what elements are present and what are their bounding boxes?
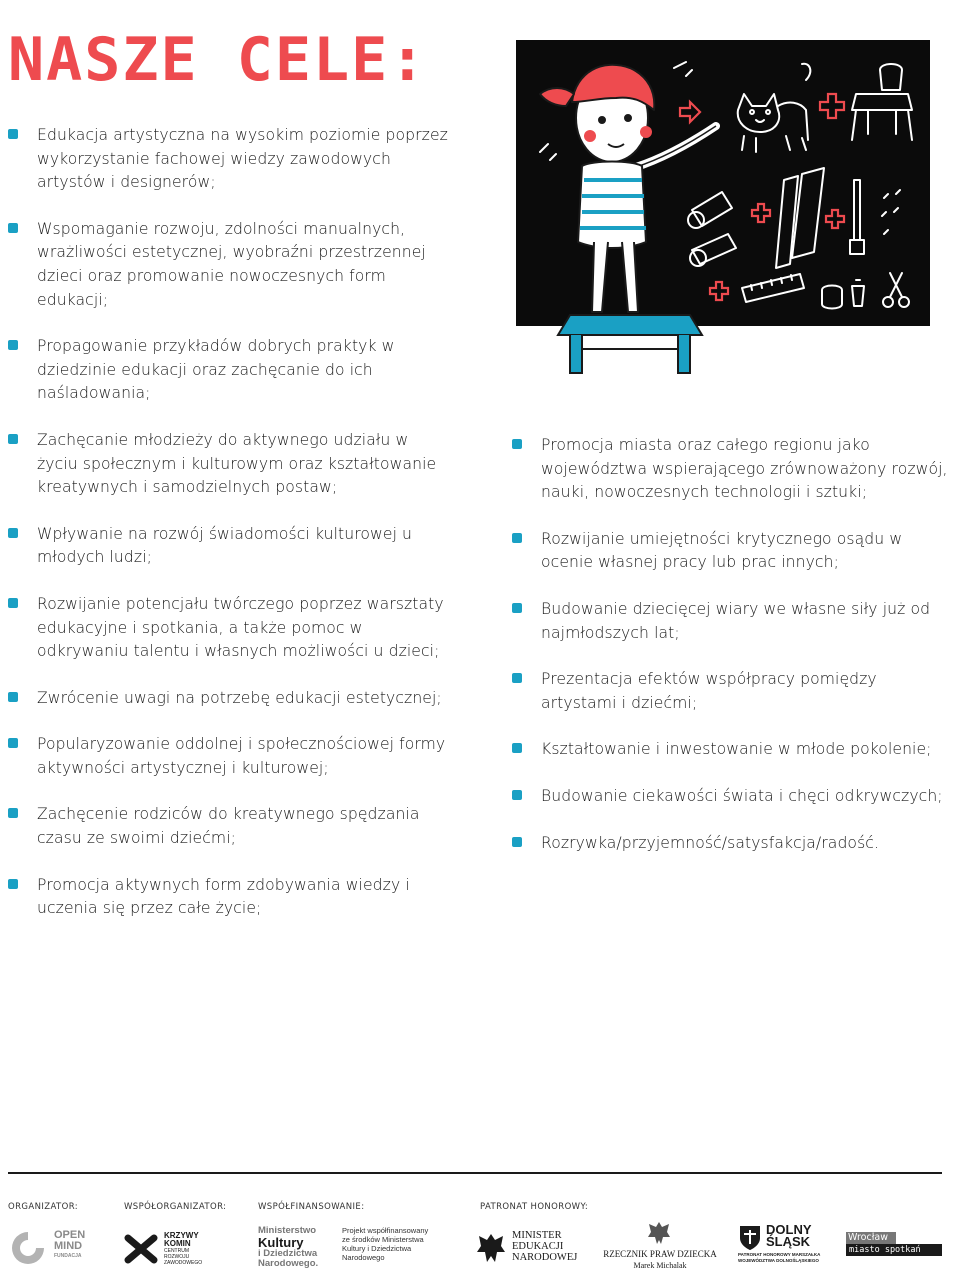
goal-item [8,218,448,312]
logo-text: Kultury [258,1235,304,1250]
wroclaw-bar-top [846,1232,896,1244]
goal-text: Zwrócenie uwagi na potrzebę edukacji estetycznej; [37,688,442,707]
goal-item [512,668,952,715]
bullet-icon [8,528,18,538]
goal-text: Wspomaganie rozwoju, zdolności manualnych, wrażliwości estetycznej, wyobraźni przestrzennej dzieci oraz promowanie nowoczesnych form edukacji; [37,219,426,309]
logo-text: DOLNY [766,1222,812,1237]
cup-drawing-icon [822,286,842,309]
logo-text: EDUKACJI [512,1241,564,1252]
goal-item [8,593,448,664]
logo-text: i Dziedzictwa [258,1248,318,1259]
eagle-emblem-icon [646,1220,672,1246]
cofinance-text: Kultury i Dziedzictwa [342,1244,412,1253]
goal-text: Rozrywka/przyjemność/satysfakcja/radość. [541,833,880,852]
logo-text: NARODOWEJ [512,1252,578,1263]
goal-item [512,528,952,575]
logo-text: ROZWOJU [164,1254,190,1260]
girl-legs [592,242,638,312]
goal-text: Zachęcanie młodzieży do aktywnego udziału w życiu społecznym i kulturowym oraz kształtowanie kreatywnych i samodzielnych postaw; [37,430,437,497]
goal-item [8,803,448,850]
red-cross-icon [752,204,770,222]
goal-text: Rozwijanie potencjału twórczego poprzez warsztaty edukacyjne i spotkania, a także pomoc w odkrywaniu talentu i własnych możliwości u dzieci; [37,594,444,661]
logo-text: MIND [54,1240,83,1252]
wroclaw-bar-bottom [846,1244,942,1256]
footer-label-wspolorganizator: WSPÓŁORGANIZATOR: [124,1202,227,1212]
goal-text: Rozwijanie umiejętności krytycznego osądu w ocenie własnej pracy lub prac innych; [541,529,903,572]
goal-item [8,429,448,500]
logo-text: Narodowego. [258,1258,319,1269]
planks-drawing-icon [776,168,824,268]
goals-left-list [8,124,448,944]
footer-label-patronat: PATRONAT HONOROWY: [480,1202,589,1212]
ruler-drawing-icon [742,274,804,302]
open-mind-mark-icon [8,1228,48,1268]
goal-item [512,832,952,856]
logo-text: PATRONAT HONOROWY MARSZAŁKA [738,1252,821,1257]
bullet-icon [512,603,522,613]
logo-text: Wrocław [848,1232,888,1243]
logo-text: miasto spotkań [849,1245,921,1255]
goal-text: Zachęcenie rodziców do kreatywnego spędzania czasu ze swoimi dziećmi; [37,805,420,848]
goal-item [512,738,952,762]
cat-drawing-icon [738,64,811,152]
bullet-icon [8,434,18,444]
bullet-icon [512,533,522,543]
saw-drawing-icon [850,180,864,254]
bullet-icon [512,790,522,800]
paper-roll-drawing-icon [688,192,736,266]
goal-text: Promocja aktywnych form zdobywania wiedzy i uczenia się przez całe życie; [37,875,410,918]
bullet-icon [512,743,522,753]
cofinance-text: Narodowego [342,1253,385,1262]
goal-item [8,523,448,570]
logo-text: Ministerstwo [258,1225,317,1236]
cofinance-text: ze środków Ministerstwa [342,1235,424,1244]
footer-label-wspolfinansowanie: WSPÓŁFINANSOWANIE: [258,1202,365,1212]
page-title: NASZE CELE: [8,25,428,95]
footer-label-organizator: ORGANIZATOR: [8,1202,79,1212]
logo-text: FUNDACJA [54,1253,82,1259]
goal-text: Budowanie dziecięcej wiary we własne siły już od najmłodszych lat; [541,599,931,642]
blackboard-illustration [516,40,930,326]
goal-item [8,124,448,195]
logo-text: CENTRUM [164,1248,189,1254]
red-cross-icon [820,94,844,118]
coat-of-arms-icon [738,1224,762,1252]
goal-text: Wpływanie na rozwój świadomości kulturowej u młodych ludzi; [37,524,413,567]
bullet-icon [8,879,18,889]
krzywy-komin-mark-icon [124,1230,158,1266]
bullet-icon [8,598,18,608]
logo-text: KOMIN [164,1239,191,1248]
goal-item [8,874,448,921]
goal-item [512,785,952,809]
goal-text: Propagowanie przykładów dobrych praktyk w dziedzinie edukacji oraz zachęcanie do ich naśladowania; [37,337,395,403]
logo-text: ŚLĄSK [766,1234,811,1249]
logo-text: WOJEWÓDZTWA DOLNOŚLĄSKIEGO [738,1258,819,1263]
goal-text: Prezentacja efektów współpracy pomiędzy artystami i dziećmi; [541,670,877,712]
bullet-icon [8,808,18,818]
goal-item [512,434,952,505]
goal-text: Popularyzowanie oddolnej i społecznościowej formy aktywności artystycznej i kulturowej; [37,735,446,777]
red-cross-icon [710,282,728,300]
bullet-icon [512,673,522,683]
goal-item [8,733,448,780]
bullet-icon [8,129,18,139]
brush-drawing-icon [852,280,864,306]
red-cross-icon [826,210,844,228]
goals-right-list [512,434,952,878]
goal-item [8,687,448,711]
goal-text: Promocja miasta oraz całego regionu jako województwa wspierającego zrównoważony rozwój, nauki, nowoczesnych technologii i sztuki; [541,436,948,502]
goal-text: Edukacja artystyczna na wysokim poziomie poprzez wykorzystanie fachowej wiedzy zawodowych artystów i designerów; [37,126,448,192]
stool-illustration [556,305,706,375]
logo-text: ZAWODOWEGO [164,1260,203,1266]
bullet-icon [512,439,522,449]
scissors-drawing-icon [883,273,909,307]
bullet-icon [8,738,18,748]
chair-drawing-icon [852,64,912,140]
goal-text: Budowanie ciekawości świata i chęci odkrywczych; [541,786,943,805]
girl-shirt [578,162,646,249]
bullet-icon [8,692,18,702]
logo-text: KRZYWY [164,1231,199,1240]
bullet-icon [8,223,18,233]
goal-text: Kształtowanie i inwestowanie w młode pokolenie; [541,740,932,759]
bullet-icon [8,340,18,350]
eagle-emblem-icon [476,1230,506,1264]
chalk-drawings [516,40,930,326]
cofinance-text: Projekt współfinansowany [342,1226,429,1235]
red-arrow-icon [680,102,700,122]
logo-text: Marek Michalak [633,1261,687,1269]
footer-divider [8,1172,942,1174]
goal-item [8,335,448,406]
bullet-icon [512,837,522,847]
logo-text: MINISTER [512,1230,562,1241]
pins-drawing-icon [882,190,900,234]
goal-item [512,598,952,645]
logo-text: RZECZNIK PRAW DZIECKA [603,1249,717,1259]
logo-text: OPEN [54,1229,86,1241]
